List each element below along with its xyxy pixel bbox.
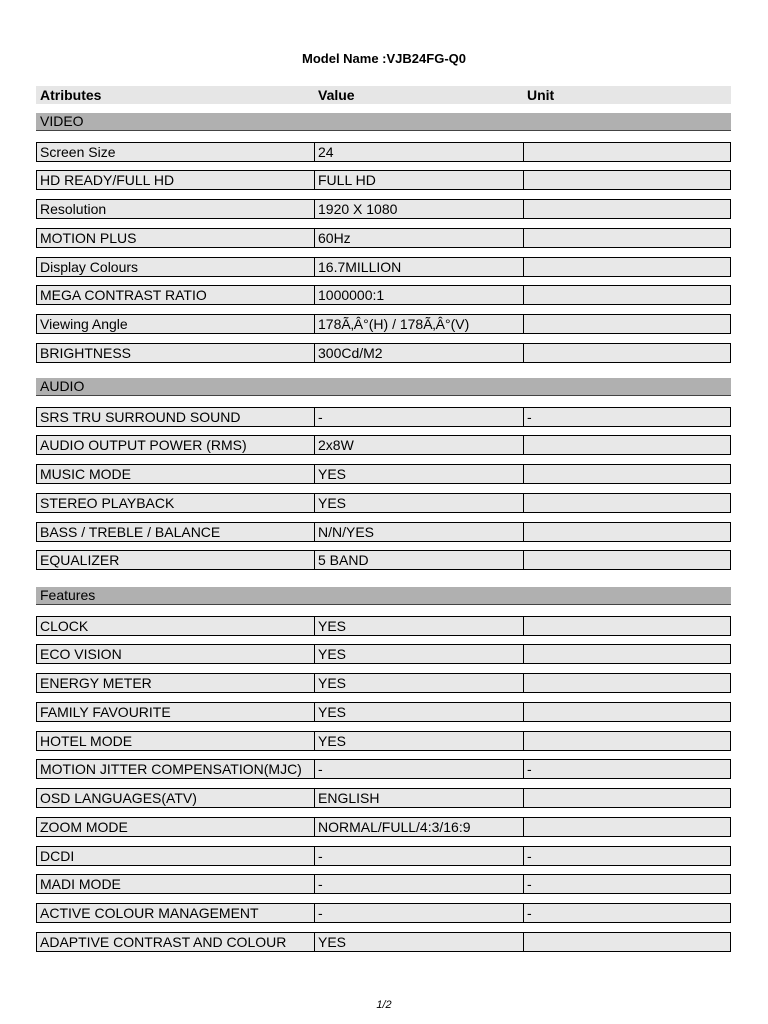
section-header xyxy=(36,587,731,605)
table-row xyxy=(36,257,731,277)
unit-cell xyxy=(524,315,730,333)
value-cell: - xyxy=(315,847,524,865)
attribute-cell: FAMILY FAVOURITE xyxy=(37,703,315,721)
section-label: Features xyxy=(40,587,96,603)
unit-cell: - xyxy=(527,409,532,425)
attribute-cell: SRS TRU SURROUND SOUND xyxy=(37,408,315,426)
column-header-value: Value xyxy=(318,87,355,103)
page-title: Model Name :VJB24FG-Q0 xyxy=(302,51,466,66)
section-header xyxy=(36,113,731,131)
attribute-cell: STEREO PLAYBACK xyxy=(37,494,315,512)
value-cell: YES xyxy=(315,494,524,512)
attribute-cell: DCDI xyxy=(37,847,315,865)
attribute-cell: ACTIVE COLOUR MANAGEMENT xyxy=(37,904,315,922)
page-number: 1/2 xyxy=(376,999,392,1011)
column-header-attributes: Atributes xyxy=(40,87,102,103)
unit-cell xyxy=(524,933,730,951)
unit-cell xyxy=(524,523,730,541)
table-row xyxy=(36,550,731,570)
table-row xyxy=(36,731,731,751)
unit-cell xyxy=(524,465,730,483)
value-cell: - xyxy=(315,408,524,426)
attribute-cell: HD READY/FULL HD xyxy=(37,171,315,189)
table-row xyxy=(36,932,731,952)
unit-cell: - xyxy=(527,761,532,777)
value-cell: 1920 X 1080 xyxy=(315,200,524,218)
table-row xyxy=(36,522,731,542)
section-label: VIDEO xyxy=(40,113,84,129)
attribute-cell: MADI MODE xyxy=(37,875,315,893)
table-row xyxy=(36,493,731,513)
value-cell: 5 BAND xyxy=(315,551,524,569)
attribute-cell: ADAPTIVE CONTRAST AND COLOUR xyxy=(37,933,315,951)
unit-cell xyxy=(524,789,730,807)
table-row xyxy=(36,170,731,190)
attribute-cell: OSD LANGUAGES(ATV) xyxy=(37,789,315,807)
value-cell: 60Hz xyxy=(315,229,524,247)
unit-cell xyxy=(524,436,730,454)
table-row xyxy=(36,759,731,779)
unit-cell xyxy=(524,818,730,836)
attribute-cell: Display Colours xyxy=(37,258,315,276)
attribute-cell: MUSIC MODE xyxy=(37,465,315,483)
table-row xyxy=(36,285,731,305)
value-cell: YES xyxy=(315,703,524,721)
value-cell: 16.7MILLION xyxy=(315,258,524,276)
table-row xyxy=(36,228,731,248)
attribute-cell: MOTION PLUS xyxy=(37,229,315,247)
value-cell: - xyxy=(315,760,524,778)
attribute-cell: BASS / TREBLE / BALANCE xyxy=(37,523,315,541)
table-row xyxy=(36,702,731,722)
table-row xyxy=(36,903,731,923)
attribute-cell: BRIGHTNESS xyxy=(37,344,315,362)
attribute-cell: HOTEL MODE xyxy=(37,732,315,750)
unit-cell xyxy=(524,674,730,692)
value-cell: 1000000:1 xyxy=(315,286,524,304)
table-row xyxy=(36,616,731,636)
table-row xyxy=(36,142,731,162)
unit-cell xyxy=(524,286,730,304)
attribute-cell: MOTION JITTER COMPENSATION(MJC) xyxy=(37,760,315,778)
value-cell: 178Ã‚Â°(H) / 178Ã‚Â°(V) xyxy=(315,315,524,333)
value-cell: YES xyxy=(315,617,524,635)
unit-cell xyxy=(524,200,730,218)
table-row xyxy=(36,199,731,219)
table-row xyxy=(36,435,731,455)
attribute-cell: EQUALIZER xyxy=(37,551,315,569)
unit-cell xyxy=(524,171,730,189)
value-cell: FULL HD xyxy=(315,171,524,189)
attribute-cell: ENERGY METER xyxy=(37,674,315,692)
value-cell: YES xyxy=(315,465,524,483)
table-row xyxy=(36,673,731,693)
attribute-cell: Screen Size xyxy=(37,143,315,161)
section-label: AUDIO xyxy=(40,378,85,394)
table-row xyxy=(36,788,731,808)
table-row xyxy=(36,874,731,894)
table-row xyxy=(36,343,731,363)
unit-cell xyxy=(524,229,730,247)
section-header xyxy=(36,378,731,396)
attribute-cell: ECO VISION xyxy=(37,645,315,663)
unit-cell xyxy=(524,494,730,512)
value-cell: NORMAL/FULL/4:3/16:9 xyxy=(315,818,524,836)
value-cell: - xyxy=(315,904,524,922)
unit-cell xyxy=(524,645,730,663)
table-row xyxy=(36,464,731,484)
table-row xyxy=(36,314,731,334)
attribute-cell: MEGA CONTRAST RATIO xyxy=(37,286,315,304)
table-row xyxy=(36,846,731,866)
unit-cell xyxy=(524,551,730,569)
unit-cell xyxy=(524,703,730,721)
table-row xyxy=(36,407,731,427)
table-row xyxy=(36,644,731,664)
value-cell: YES xyxy=(315,645,524,663)
attribute-cell: Resolution xyxy=(37,200,315,218)
value-cell: 24 xyxy=(315,143,524,161)
value-cell: N/N/YES xyxy=(315,523,524,541)
unit-cell xyxy=(524,143,730,161)
value-cell: YES xyxy=(315,732,524,750)
value-cell: - xyxy=(315,875,524,893)
value-cell: YES xyxy=(315,933,524,951)
value-cell: ENGLISH xyxy=(315,789,524,807)
attribute-cell: AUDIO OUTPUT POWER (RMS) xyxy=(37,436,315,454)
column-header-unit: Unit xyxy=(527,87,555,103)
value-cell: 2x8W xyxy=(315,436,524,454)
value-cell: YES xyxy=(315,674,524,692)
table-header xyxy=(36,86,731,104)
unit-cell xyxy=(524,344,730,362)
attribute-cell: Viewing Angle xyxy=(37,315,315,333)
unit-cell: - xyxy=(527,876,532,892)
unit-cell xyxy=(524,617,730,635)
attribute-cell: CLOCK xyxy=(37,617,315,635)
table-row xyxy=(36,817,731,837)
unit-cell xyxy=(524,732,730,750)
value-cell: 300Cd/M2 xyxy=(315,344,524,362)
unit-cell: - xyxy=(527,905,532,921)
unit-cell xyxy=(524,258,730,276)
unit-cell: - xyxy=(527,848,532,864)
attribute-cell: ZOOM MODE xyxy=(37,818,315,836)
